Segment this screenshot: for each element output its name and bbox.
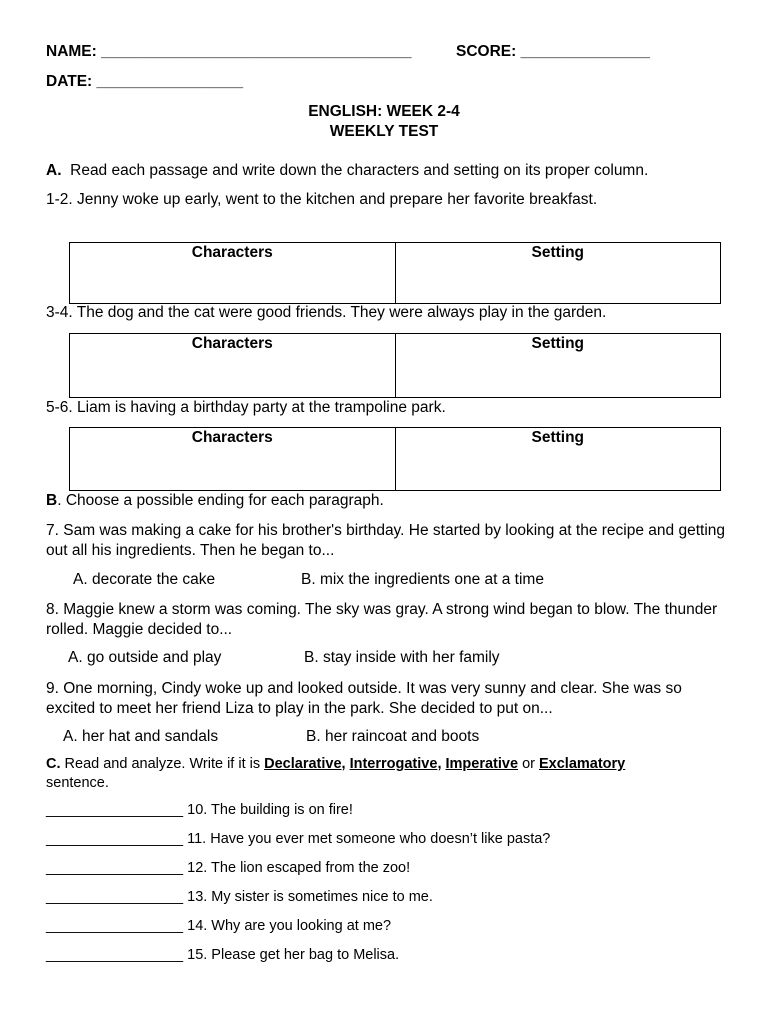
setting-cell[interactable]: Setting (395, 243, 721, 304)
q7-option-a[interactable]: A. decorate the cake (73, 571, 216, 588)
sentence-item (46, 918, 391, 934)
sentence-item (46, 947, 399, 963)
question-9: 9. One morning, Cindy woke up and looked outside. It was very sunny and clear. She was so excited to meet her friend Liza to play in the park. She decided to put on... (46, 680, 682, 717)
characters-cell[interactable]: Characters (70, 428, 396, 491)
answer-blank[interactable]: _________________ (46, 831, 184, 847)
sentence-item (46, 802, 353, 818)
answer-blank[interactable]: _________________ (46, 802, 184, 818)
characters-cell[interactable]: Characters (70, 243, 396, 304)
answer-table-5-6 (69, 427, 721, 491)
sentence-text: 12. The lion escaped from the zoo! (187, 860, 411, 876)
term-interrogative: Interrogative (349, 756, 438, 772)
sentence-text: 10. The building is on fire! (187, 802, 353, 818)
section-a-instruction (46, 162, 648, 180)
term-exclamatory: Exclamatory (539, 756, 626, 772)
q9-option-b[interactable]: B. her raincoat and boots (306, 728, 480, 745)
section-c-intro: Read and analyze. Write if it is (60, 756, 265, 772)
sentence-text: 13. My sister is sometimes nice to me. (187, 889, 433, 905)
answer-blank[interactable]: _________________ (46, 918, 184, 934)
answer-blank[interactable]: _________________ (46, 889, 184, 905)
q9-option-a[interactable]: A. her hat and sandals (63, 728, 219, 745)
answer-table-1-2 (69, 242, 721, 304)
term-imperative: Imperative (445, 756, 519, 772)
section-c-letter: C. (46, 756, 61, 772)
passage-5-6: 5-6. Liam is having a birthday party at the trampoline park. (46, 399, 446, 416)
date-blank[interactable]: _________________ (96, 73, 244, 90)
question-8: 8. Maggie knew a storm was coming. The sky was gray. A strong wind began to blow. The thunder rolled. Maggie decided to... (46, 601, 718, 638)
name-blank[interactable]: ____________________________________ (101, 43, 412, 60)
section-b-text: . Choose a possible ending for each paragraph. (57, 492, 384, 509)
q7-option-b[interactable]: B. mix the ingredients one at a time (301, 571, 544, 588)
answer-blank[interactable]: _________________ (46, 947, 184, 963)
characters-cell[interactable]: Characters (70, 334, 396, 398)
q8-option-a[interactable]: A. go outside and play (68, 649, 222, 666)
section-c-instruction: C. Read and analyze. Write if it is Declarative, Interrogative, Imperative or Exclamatory (46, 756, 626, 772)
section-b-instruction (46, 492, 384, 510)
date-field[interactable] (46, 73, 243, 91)
name-label: NAME: (46, 43, 97, 60)
score-label: SCORE: (456, 43, 517, 60)
page-title: ENGLISH: WEEK 2-4 (308, 103, 460, 120)
sentence-item (46, 860, 410, 876)
setting-cell[interactable]: Setting (395, 334, 721, 398)
sentence-text: 15. Please get her bag to Melisa. (187, 947, 400, 963)
q8-option-b[interactable]: B. stay inside with her family (304, 649, 500, 666)
passage-1-2: 1-2. Jenny woke up early, went to the kitchen and prepare her favorite breakfast. (46, 191, 598, 208)
answer-table-3-4 (69, 333, 721, 398)
question-7: 7. Sam was making a cake for his brother's birthday. He started by looking at the recipe and getting out all his ingredients. Then he began to... (46, 522, 726, 559)
passage-3-4: 3-4. The dog and the cat were good friends. They were always play in the garden. (46, 304, 607, 321)
page-subtitle: WEEKLY TEST (329, 123, 439, 140)
sentence-item (46, 831, 550, 847)
section-c-instruction-line2: sentence. (46, 775, 109, 791)
section-a-letter: A. (46, 162, 62, 179)
setting-cell[interactable]: Setting (395, 428, 721, 491)
term-declarative: Declarative (264, 756, 342, 772)
sentence-text: 14. Why are you looking at me? (187, 918, 392, 934)
answer-blank[interactable]: _________________ (46, 860, 184, 876)
sentence-text: 11. Have you ever met someone who doesn’t like pasta? (187, 831, 551, 847)
sentence-item (46, 889, 433, 905)
score-field[interactable] (456, 43, 650, 61)
score-blank[interactable]: _______________ (520, 43, 650, 60)
date-label: DATE: (46, 73, 93, 90)
section-b-letter: B (46, 492, 58, 509)
section-a-text: Read each passage and write down the characters and setting on its proper column. (70, 162, 649, 179)
name-field[interactable] (46, 43, 411, 61)
